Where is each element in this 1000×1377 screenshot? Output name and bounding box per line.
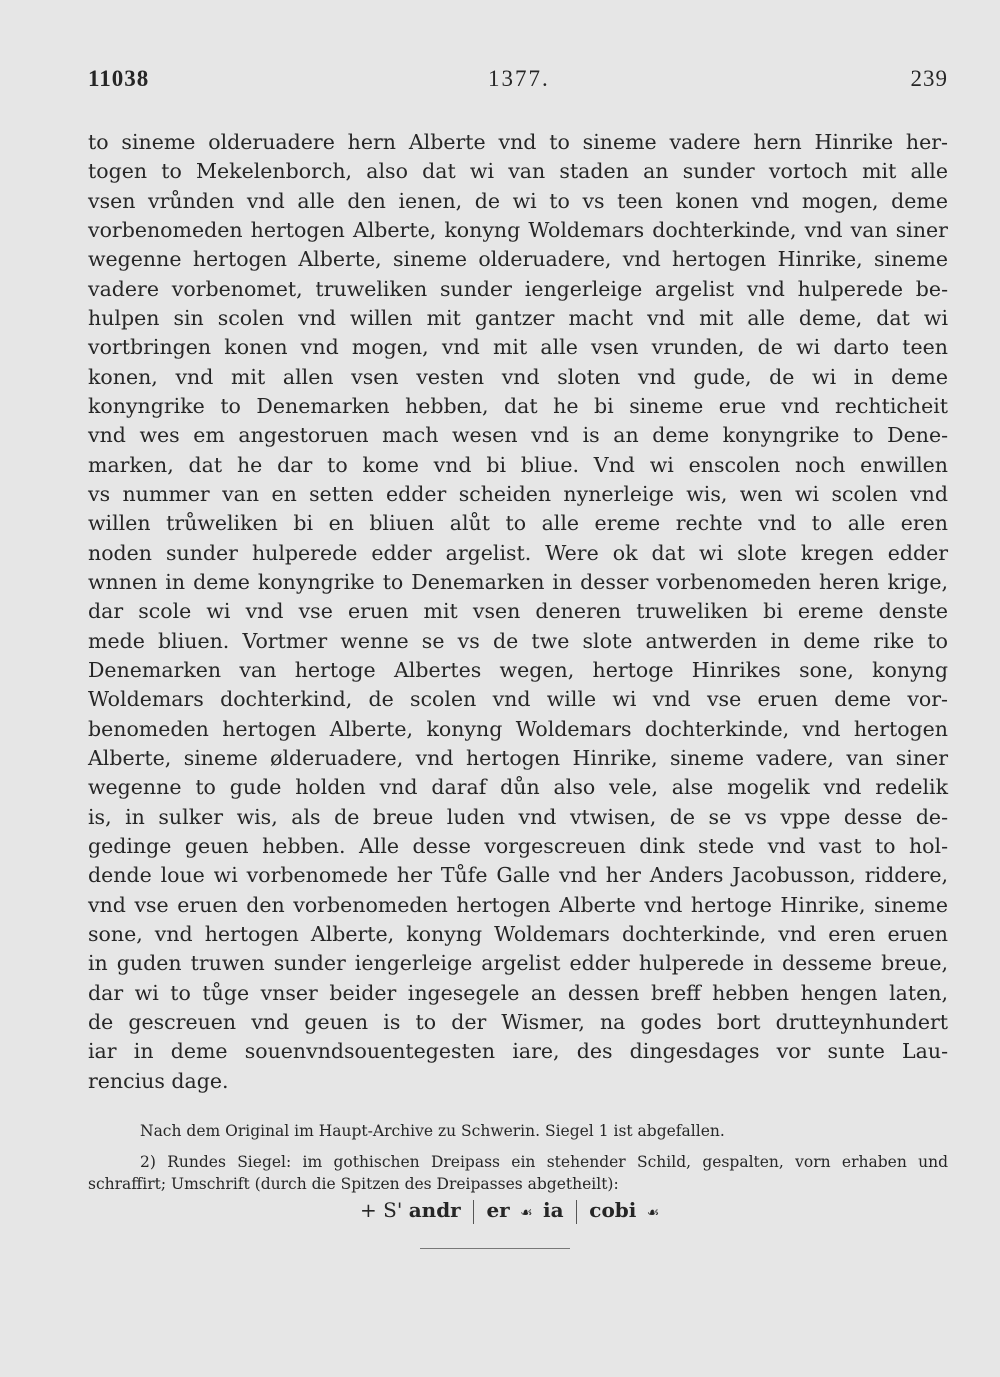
text-line: iar in deme souenvndsouentegesten iare, des dingesdages vor sunte Lau- xyxy=(88,1039,948,1064)
text-line: wegenne hertogen Alberte, sineme olderuadere, vnd hertogen Hinrike, sineme xyxy=(88,247,948,272)
text-line: benomeden hertogen Alberte, konyng Woldemars dochterkinde, vnd hertogen xyxy=(88,716,948,741)
text-line: noden sunder hulperede edder argelist. Were ok dat wi slote kregen edder xyxy=(88,540,948,565)
text-line: Woldemars dochterkind, de scolen vnd wille wi vnd vse eruen deme vor- xyxy=(88,687,948,712)
text-line: is, in sulker wis, als de breue luden vnd vtwisen, de se vs vppe desse de- xyxy=(88,804,948,829)
seal-part: er xyxy=(486,1198,510,1222)
seal-inscription xyxy=(360,1192,663,1228)
page-header xyxy=(88,66,948,102)
text-line: vadere vorbenomet, truweliken sunder iengerleige argelist vnd hulperede be- xyxy=(88,276,948,301)
text-line: vs nummer van en setten edder scheiden nynerleige wis, wen wi scolen vnd xyxy=(88,481,948,506)
text-line: wegenne to gude holden vnd daraf důn also vele, alse mogelik vnd redelik xyxy=(88,775,948,800)
seal-part: cobi xyxy=(589,1198,637,1222)
text-line: dar scole wi vnd vse eruen mit vsen deneren truweliken bi ereme denste xyxy=(88,599,948,624)
text-line: Alberte, sineme ølderuadere, vnd hertogen Hinrike, sineme vadere, van siner xyxy=(88,745,948,770)
text-line: gedinge geuen hebben. Alle desse vorgescreuen dink stede vnd vast to hol- xyxy=(88,833,948,858)
text-line: togen to Mekelenborch, also dat wi van staden an sunder vortoch mit alle xyxy=(88,159,948,184)
seal-part: ia xyxy=(542,1198,564,1222)
year: 1377. xyxy=(488,66,550,91)
text-line: wnnen in deme konyngrike to Denemarken in desser vorbenomeden heren krige, xyxy=(88,569,948,594)
seal-cross: + S' xyxy=(360,1198,403,1222)
text-line: to sineme olderuadere hern Alberte vnd to sineme vadere hern Hinrike her- xyxy=(88,130,948,154)
text-line: konyngrike to Denemarken hebben, dat he bi sineme erue vnd rechticheit xyxy=(88,393,948,418)
text-line: de gescreuen vnd geuen is to der Wismer, na godes bort drutteynhundert xyxy=(88,1009,948,1034)
document-number: 11038 xyxy=(88,66,150,91)
text-line: vortbringen konen vnd mogen, vnd mit alle vsen vrunden, de wi darto teen xyxy=(88,335,948,360)
text-line: vnd wes em angestoruen mach wesen vnd is an deme konyngrike to Dene- xyxy=(88,423,948,448)
text-line: in guden truwen sunder iengerleige argelist edder hulperede in desseme breue, xyxy=(88,951,948,976)
seal-description xyxy=(88,1151,948,1195)
text-line: vorbenomeden hertogen Alberte, konyng Woldemars dochterkinde, vnd van siner xyxy=(88,217,948,242)
text-line: Denemarken van hertoge Albertes wegen, hertoge Hinrikes sone, konyng xyxy=(88,657,948,682)
text-line: rencius dage. xyxy=(88,1068,229,1093)
text-line: vsen vrůnden vnd alle den ienen, de wi to vs teen konen vnd mogen, deme xyxy=(88,188,948,213)
text-line: sone, vnd hertogen Alberte, konyng Woldemars dochterkinde, vnd eren eruen xyxy=(88,921,948,946)
page-number: 239 xyxy=(910,66,948,91)
source-note: Nach dem Original im Haupt-Archive zu Schwerin. Siegel 1 ist abgefallen. xyxy=(140,1122,725,1140)
text-line: hulpen sin scolen vnd willen mit gantzer macht vnd mit alle deme, dat wi xyxy=(88,305,948,330)
text-line: konen, vnd mit allen vsen vesten vnd sloten vnd gude, de wi in deme xyxy=(88,364,948,389)
text-line: willen trůweliken bi en bliuen alůt to alle ereme rechte vnd to alle eren xyxy=(88,511,948,536)
text-line: marken, dat he dar to kome vnd bi bliue. Vnd wi enscolen noch enwillen xyxy=(88,452,948,477)
text-line: dende loue wi vorbenomede her Tůfe Galle vnd her Anders Jacobusson, riddere, xyxy=(88,863,948,888)
seal-description-line: 2) Rundes Siegel: im gothischen Dreipass ein stehender Schild, gespalten, vorn erhaben und xyxy=(140,1153,948,1171)
seal-part: andr xyxy=(408,1198,461,1222)
ornament-icon: ☙ xyxy=(646,1205,660,1221)
ornament-icon: ☙ xyxy=(520,1205,533,1221)
text-line: dar wi to tůge vnser beider ingesegele an dessen breff hebben hengen laten, xyxy=(88,980,948,1005)
seal-divider xyxy=(473,1200,474,1224)
text-line: vnd vse eruen den vorbenomeden hertogen Alberte vnd hertoge Hinrike, sineme xyxy=(88,892,948,917)
seal-divider xyxy=(576,1200,577,1224)
seal-description-line: schraffirt; Umschrift (durch die Spitzen des Dreipasses abgetheilt): xyxy=(88,1175,619,1193)
text-line: mede bliuen. Vortmer wenne se vs de twe slote antwerden in deme rike to xyxy=(88,628,948,653)
closing-rule xyxy=(420,1248,570,1249)
charter-text xyxy=(88,128,948,1096)
